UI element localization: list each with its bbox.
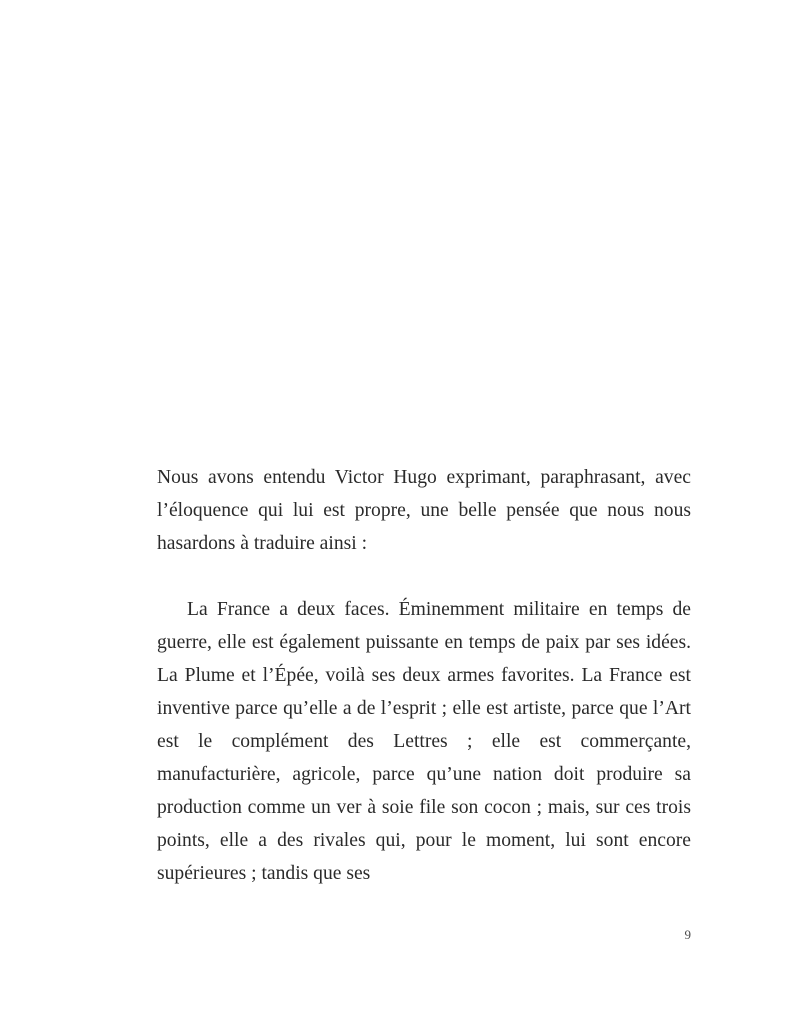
paragraph-france: La France a deux faces. Éminemment militaire en temps de guerre, elle est également puissante en temps de paix par ses idées. La Plume et l’Épée, voilà ses deux armes favorites. La France est inventive parce qu’elle a de l’esprit ; elle est artiste, parce que l’Art est le complément des Lettres ; elle est commerçante, manufacturière, agricole, parce qu’une nation doit produire sa production comme un ver à soie file son cocon ; mais, sur ces trois points, elle a des rivales qui, pour le moment, lui sont encore supérieures ; tandis que ses [157, 599, 691, 884]
body-text [157, 461, 691, 890]
paragraph-intro: Nous avons entendu Victor Hugo exprimant, paraphrasant, avec l’éloquence qui lui est propre, une belle pensée que nous nous hasardons à traduire ainsi : [157, 467, 691, 554]
page-number: 9 [684, 927, 691, 942]
